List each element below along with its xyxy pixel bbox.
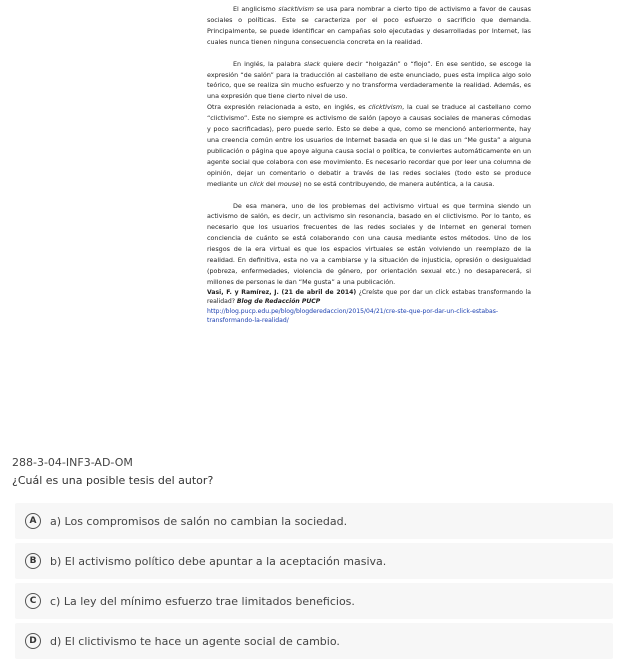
emphasized-term: mouse [277,179,300,188]
emphasized-term: click [249,179,264,188]
reference-authors: Vasi, F. y Ramírez, J. (21 de abril de 2014) [207,288,357,296]
reference-link[interactable]: http://blog.pucp.edu.pe/blog/blogderedaccion/2015/04/21/cre-ste-que-por-dar-un-click-estabas-transformando-la-realidad/ [207,307,499,324]
option-c-badge[interactable]: C [25,593,41,609]
option-b-text: b) El activismo político debe apuntar a la aceptación masiva. [50,554,387,568]
option-a-text: a) Los compromisos de salón no cambian la sociedad. [50,514,348,528]
option-b-badge[interactable]: B [25,553,41,569]
option-d[interactable] [15,623,613,659]
question-code: 288-3-04-INF3-AD-OM [12,456,133,469]
emphasized-term: slacktivism [278,5,314,13]
emphasized-term: clicktivism [368,103,403,112]
option-a[interactable] [15,503,613,539]
option-b[interactable] [15,543,613,579]
passage-paragraph-4: De esa manera, uno de los problemas del activismo virtual es que termina siendo un activismo de salón, es decir, un activismo sin resonancia, basado en el clictivismo. Por lo tanto, es necesario que los usuarios frecuentes de las redes sociales y de Internet en general tomen conciencia de cuánto se está colaborando con una causa mediante estos métodos. Uno de los riesgos de la era virtual es que los espacios virtuales se están volviendo un reemplazo de la realidad. En definitiva, esta no va a cambiarse y la situación de injusticia, opresión o desigualdad (pobreza, enfermedades, violencia de género, por orientación sexual etc.) no desaparecerá, si millones de personas le dan “Me gusta” a una publicación. [207,201,531,286]
emphasized-term: slack [303,59,321,68]
question-text: ¿Cuál es una posible tesis del autor? [12,474,214,487]
option-d-badge[interactable]: D [25,633,41,649]
option-c-text: c) La ley del mínimo esfuerzo trae limitados beneficios. [50,594,355,608]
option-c[interactable] [15,583,613,619]
reading-passage [207,4,531,325]
passage-reference [207,288,531,326]
reference-title: ¿Creíste que por dar un click estabas transformando la realidad? [207,288,531,306]
option-d-text: d) El clictivismo te hace un agente social de cambio. [50,634,340,648]
passage-paragraph-1: El anglicismo slacktivism se usa para nombrar a cierto tipo de activismo a favor de causas sociales o políticas. Este se caracteriza por el poco esfuerzo o sacrificio que demanda. Principalmente, se puede identificar en campañas solo ejecutadas y desarrolladas por Internet, las cuales nunca tienen ninguna consecuencia concreta en la realidad. [207,5,531,46]
option-a-badge[interactable]: A [25,513,41,529]
reference-source: Blog de Redacción PUCP [236,298,321,306]
passage-paragraph-2: En inglés, la palabra slack quiere decir “holgazán” o “flojo”. En ese sentido, se escoge la expresión “de salón” para la traducción al castellano de este enunciado, pues esta implica algo solo teórico, que se realiza sin mucho esfuerzo y no transforma verdaderamente la realidad. Además, es una expresión que tiene cierto nivel de uso. [207,59,531,101]
answer-options [15,503,613,663]
passage-paragraph-3: Otra expresión relacionada a esto, en inglés, es clicktivism, la cual se traduce al castellano como “clictivismo”. Este no siempre es activismo de salón (apoyo a causas sociales de maneras cómodas y poco sacrificadas), pero puede serlo. Esto se debe a que, como se mencionó anteriormente, hay una creencia común entre los usuarios de Internet basada en que si le das un “Me gusta” a alguna publicación o página que apoye alguna causa social o política, te conviertes automáticamente en un agente social que colabora con ese movimiento. Es necesario recordar que por leer una columna de opinión, dejar un comentario o debatir a través de las redes sociales (todo esto se produce mediante un click del mouse) no se está contribuyendo, de manera auténtica, a la causa. [207,103,532,188]
